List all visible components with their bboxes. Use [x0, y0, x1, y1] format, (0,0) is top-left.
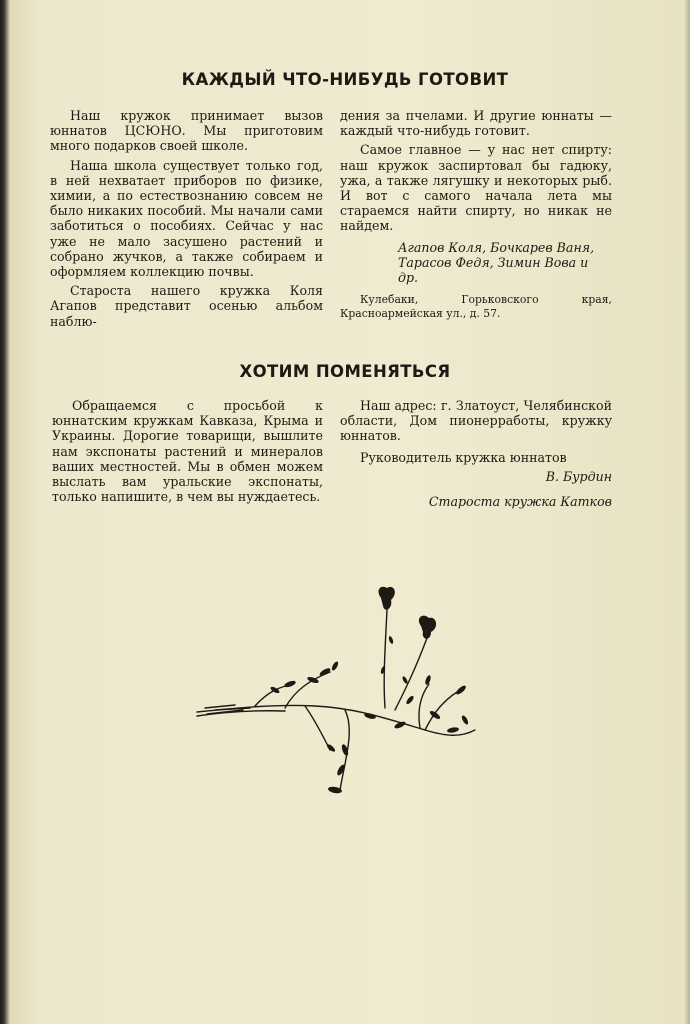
article1-column-right: [340, 108, 612, 325]
article1-paragraph: Наша школа существует только год, в ней нехватает приборов по физике, химии, а по естествознанию совсем не было никаких пособий. Мы начали сами заботиться о пособиях. Сейчас у нас уже не мало засушено растений и собрано жучков, а также собираем и оформляем коллекцию почвы.: [50, 157, 323, 280]
article1-paragraph: Староста нашего кружка Коля Агапов представит осенью альбом наблю-: [50, 283, 323, 329]
article2-paragraph: Обращаемся с просьбой к юннатским кружкам Кавказа, Крыма и Украины. Дорогие товарищи, вышлите нам экспонаты растений и минералов ваших местностей. Мы в обмен можем выслать вам уральские экспонаты, только напишите, в чем вы нуждаетесь.: [52, 398, 323, 505]
article1-signature: Агапов Коля, Бочкарев Ваня, Тарасов Федя, Зимин Вова и др.: [398, 239, 595, 286]
article2-address: Наш адрес: г. Златоуст, Челябинской области, Дом пионерработы, кружку юннатов.: [340, 398, 612, 444]
article1-title: КАЖДЫЙ ЧТО-НИБУДЬ ГОТОВИТ: [181, 70, 509, 89]
article2-elder-signature: Староста кружка Катков: [428, 494, 612, 510]
article1-paragraph: Самое главное — у нас нет спирту: наш кружок заспиртовал бы гадюку, ужа, а также лягушку и некоторых рыб. И вот с самого начала лета мы стараемся найти спирту, но никак не найдем.: [340, 142, 612, 234]
article1-paragraph: Наш кружок принимает вызов юннатов ЦСЮНО. Мы приготовим много подарков своей школе.: [50, 108, 323, 154]
article1-paragraph: дения за пчелами. И другие юннаты — каждый что-нибудь готовит.: [340, 108, 612, 139]
article2-leader-name: В. Бурдин: [545, 468, 612, 484]
article1-column-left: [50, 108, 323, 333]
article1-address: Кулебаки, Горьковского края, Красноармейская ул., д. 57.: [340, 293, 612, 321]
plant-sprig-drawing: [195, 580, 485, 810]
article2-column-right: [340, 398, 612, 513]
article2-leader-role: Руководитель кружка юннатов: [360, 449, 567, 465]
article2-title: ХОТИМ ПОМЕНЯТЬСЯ: [239, 362, 451, 381]
page-edge: [684, 0, 690, 1024]
article2-column-left: [52, 398, 323, 508]
